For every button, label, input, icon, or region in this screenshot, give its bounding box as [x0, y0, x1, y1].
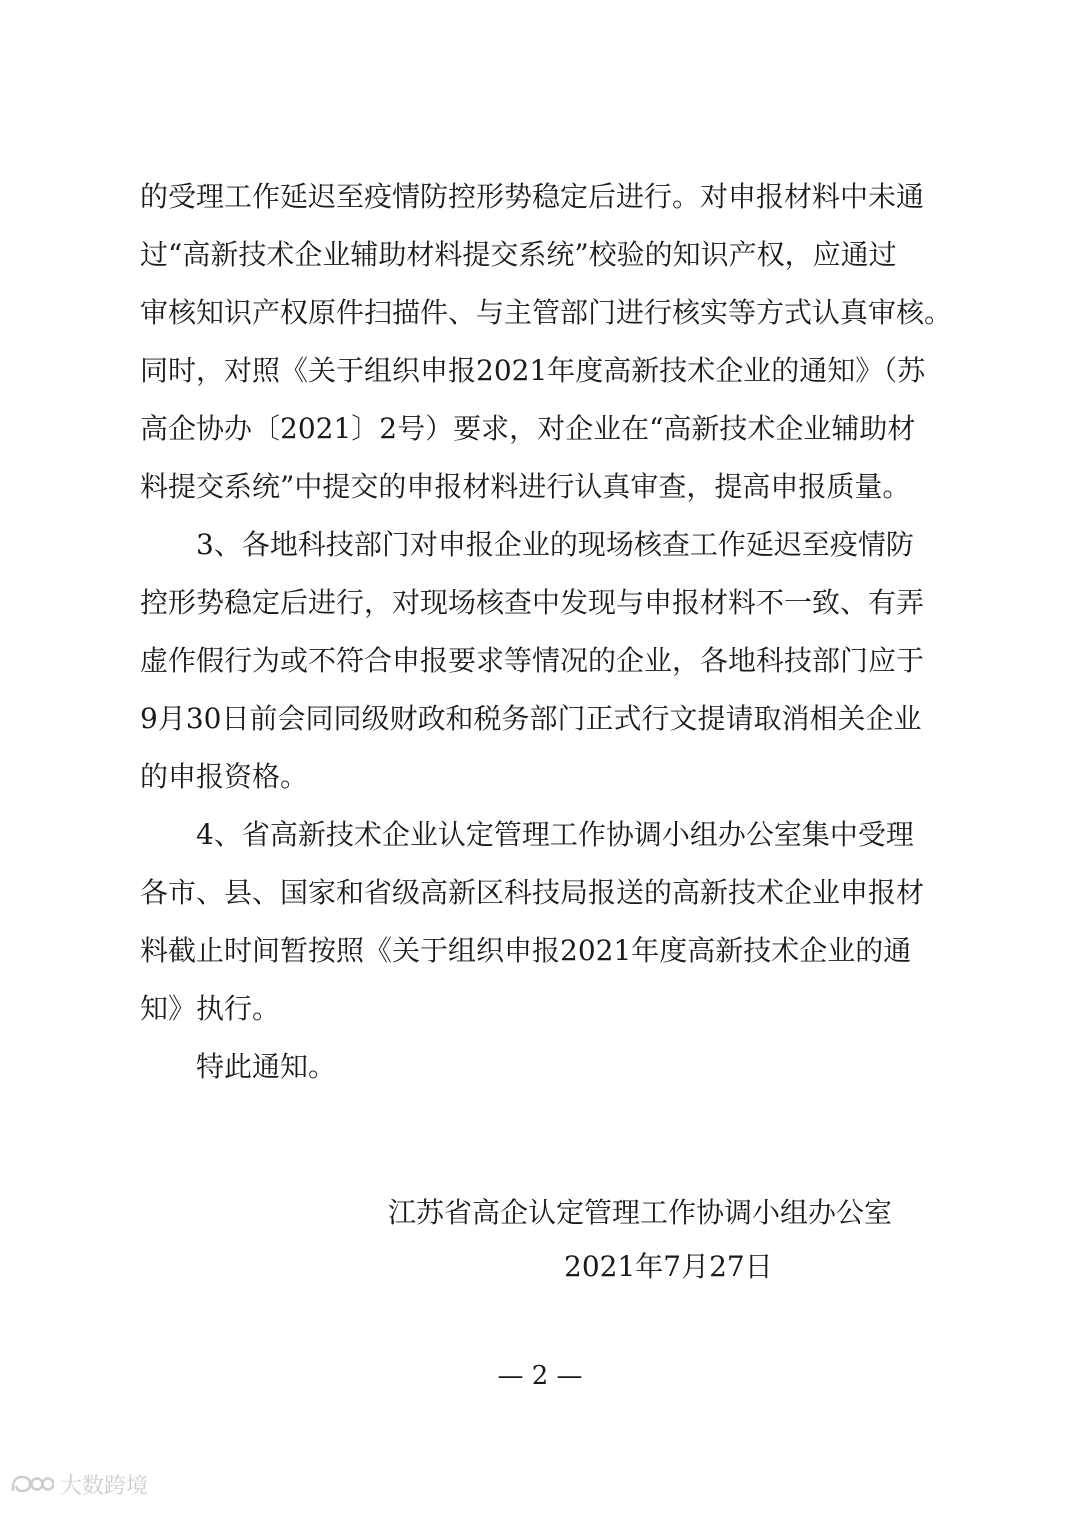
page-number: — 2 —	[497, 1361, 583, 1391]
body-line: 过“高新技术企业辅助材料提交系统”校验的知识产权，应通过	[140, 238, 897, 271]
body-line: 各市、县、国家和省级高新区科技局报送的高新技术企业申报材	[140, 876, 925, 909]
body-line: 料截止时间暂按照《关于组织申报2021年度高新技术企业的通	[140, 934, 912, 967]
body-line: 特此通知。	[140, 1050, 337, 1083]
body-line: 控形势稳定后进行，对现场核查中发现与申报材料不一致、有弄	[140, 586, 925, 619]
body-line: 同时，对照《关于组织申报2021年度高新技术企业的通知》（苏	[140, 354, 926, 387]
body-line: 3、各地科技部门对申报企业的现场核查工作延迟至疫情防	[140, 528, 914, 561]
body-line: 高企协办〔2021〕2号）要求，对企业在“高新技术企业辅助材	[140, 412, 916, 445]
watermark-text: 大数跨境	[60, 1473, 149, 1499]
signature-office: 江苏省高企认定管理工作协调小组办公室	[388, 1196, 893, 1229]
body-line: 审核知识产权原件扫描件、与主管部门进行核实等方式认真审核。	[140, 296, 953, 329]
body-line: 的受理工作延迟至疫情防控形势稳定后进行。对申报材料中未通	[140, 180, 925, 213]
brand-logo-icon	[10, 1471, 54, 1497]
body-line: 知》执行。	[140, 992, 281, 1025]
body-line: 料提交系统”中提交的申报材料进行认真审查，提高申报质量。	[140, 470, 911, 503]
body-line: 虚作假行为或不符合申报要求等情况的企业，各地科技部门应于	[140, 644, 925, 677]
body-line: 4、省高新技术企业认定管理工作协调小组办公室集中受理	[140, 818, 914, 851]
body-line: 9月30日前会同同级财政和税务部门正式行文提请取消相关企业	[140, 702, 922, 735]
body-line: 的申报资格。	[140, 760, 309, 793]
watermark	[10, 1466, 148, 1502]
signature-date: 2021年7月27日	[564, 1250, 773, 1283]
